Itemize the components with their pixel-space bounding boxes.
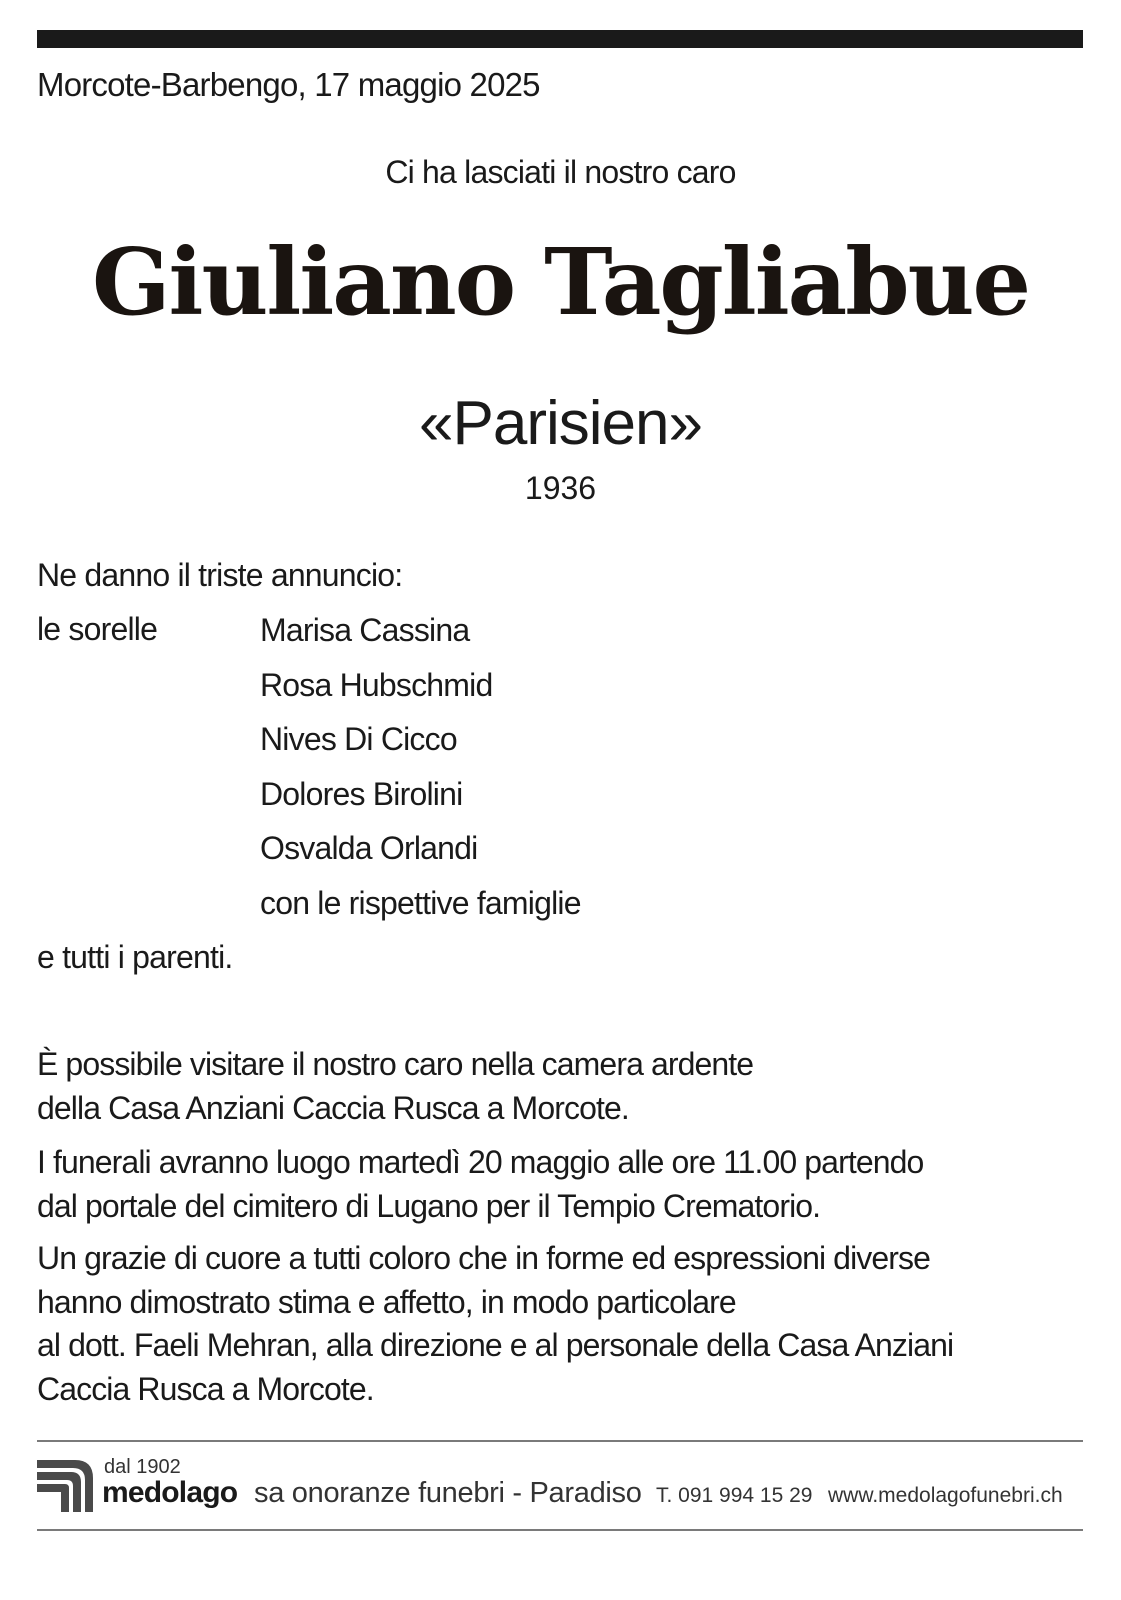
- footer-divider-bottom: [37, 1529, 1083, 1531]
- phone-number: T. 091 994 15 29: [656, 1484, 813, 1507]
- closing-relatives: e tutti i parenti.: [37, 939, 233, 975]
- mourner-families-note: con le rispettive famiglie: [260, 884, 581, 921]
- footer-divider-top: [37, 1440, 1083, 1442]
- mourners-heading: Ne danno il triste annuncio:: [37, 557, 403, 593]
- visit-paragraph: [37, 1043, 1083, 1130]
- thanks-line: hanno dimostrato stima e affetto, in modo particolare: [37, 1283, 736, 1320]
- thanks-paragraph: [37, 1237, 1083, 1411]
- mourner-name: Rosa Hubschmid: [260, 666, 493, 703]
- birth-year: 1936: [524, 470, 597, 506]
- mourner-name: Nives Di Cicco: [260, 721, 457, 758]
- mourner-name: Osvalda Orlandi: [260, 830, 478, 867]
- mourners-list: [260, 611, 581, 939]
- place-date: Morcote-Barbengo, 17 maggio 2025: [37, 66, 540, 103]
- top-border-bar: [37, 30, 1083, 48]
- intro-line: Ci ha lasciati il nostro caro: [385, 154, 736, 190]
- relation-label: le sorelle: [37, 611, 158, 647]
- thanks-line: al dott. Faeli Mehran, alla direzione e al personale della Casa Anziani: [37, 1327, 954, 1363]
- medolago-logo-icon: [37, 1458, 95, 1514]
- funeral-paragraph: [37, 1141, 1083, 1228]
- since-year: dal 1902: [104, 1456, 181, 1478]
- brand-tagline: sa onoranze funebri - Paradiso: [254, 1477, 642, 1509]
- website-link[interactable]: www.medolagofunebri.ch: [828, 1484, 1063, 1507]
- thanks-line: Caccia Rusca a Morcote.: [37, 1370, 374, 1407]
- mourner-name: Dolores Birolini: [260, 775, 463, 812]
- funeral-line: dal portale del cimitero di Lugano per il Tempio Crematorio.: [37, 1187, 821, 1224]
- visit-line: È possibile visitare il nostro caro nella camera ardente: [37, 1046, 754, 1082]
- brand-name: medolago: [102, 1476, 238, 1509]
- thanks-line: Un grazie di cuore a tutti coloro che in forme ed espressioni diverse: [37, 1240, 931, 1276]
- funeral-line: I funerali avranno luogo martedì 20 maggio alle ore 11.00 partendo: [37, 1144, 924, 1180]
- visit-line: della Casa Anziani Caccia Rusca a Morcote.: [37, 1089, 629, 1126]
- mourner-name: Marisa Cassina: [260, 612, 470, 648]
- nickname: «Parisien»: [419, 389, 702, 458]
- deceased-name: Giuliano Tagliabue: [91, 228, 1030, 336]
